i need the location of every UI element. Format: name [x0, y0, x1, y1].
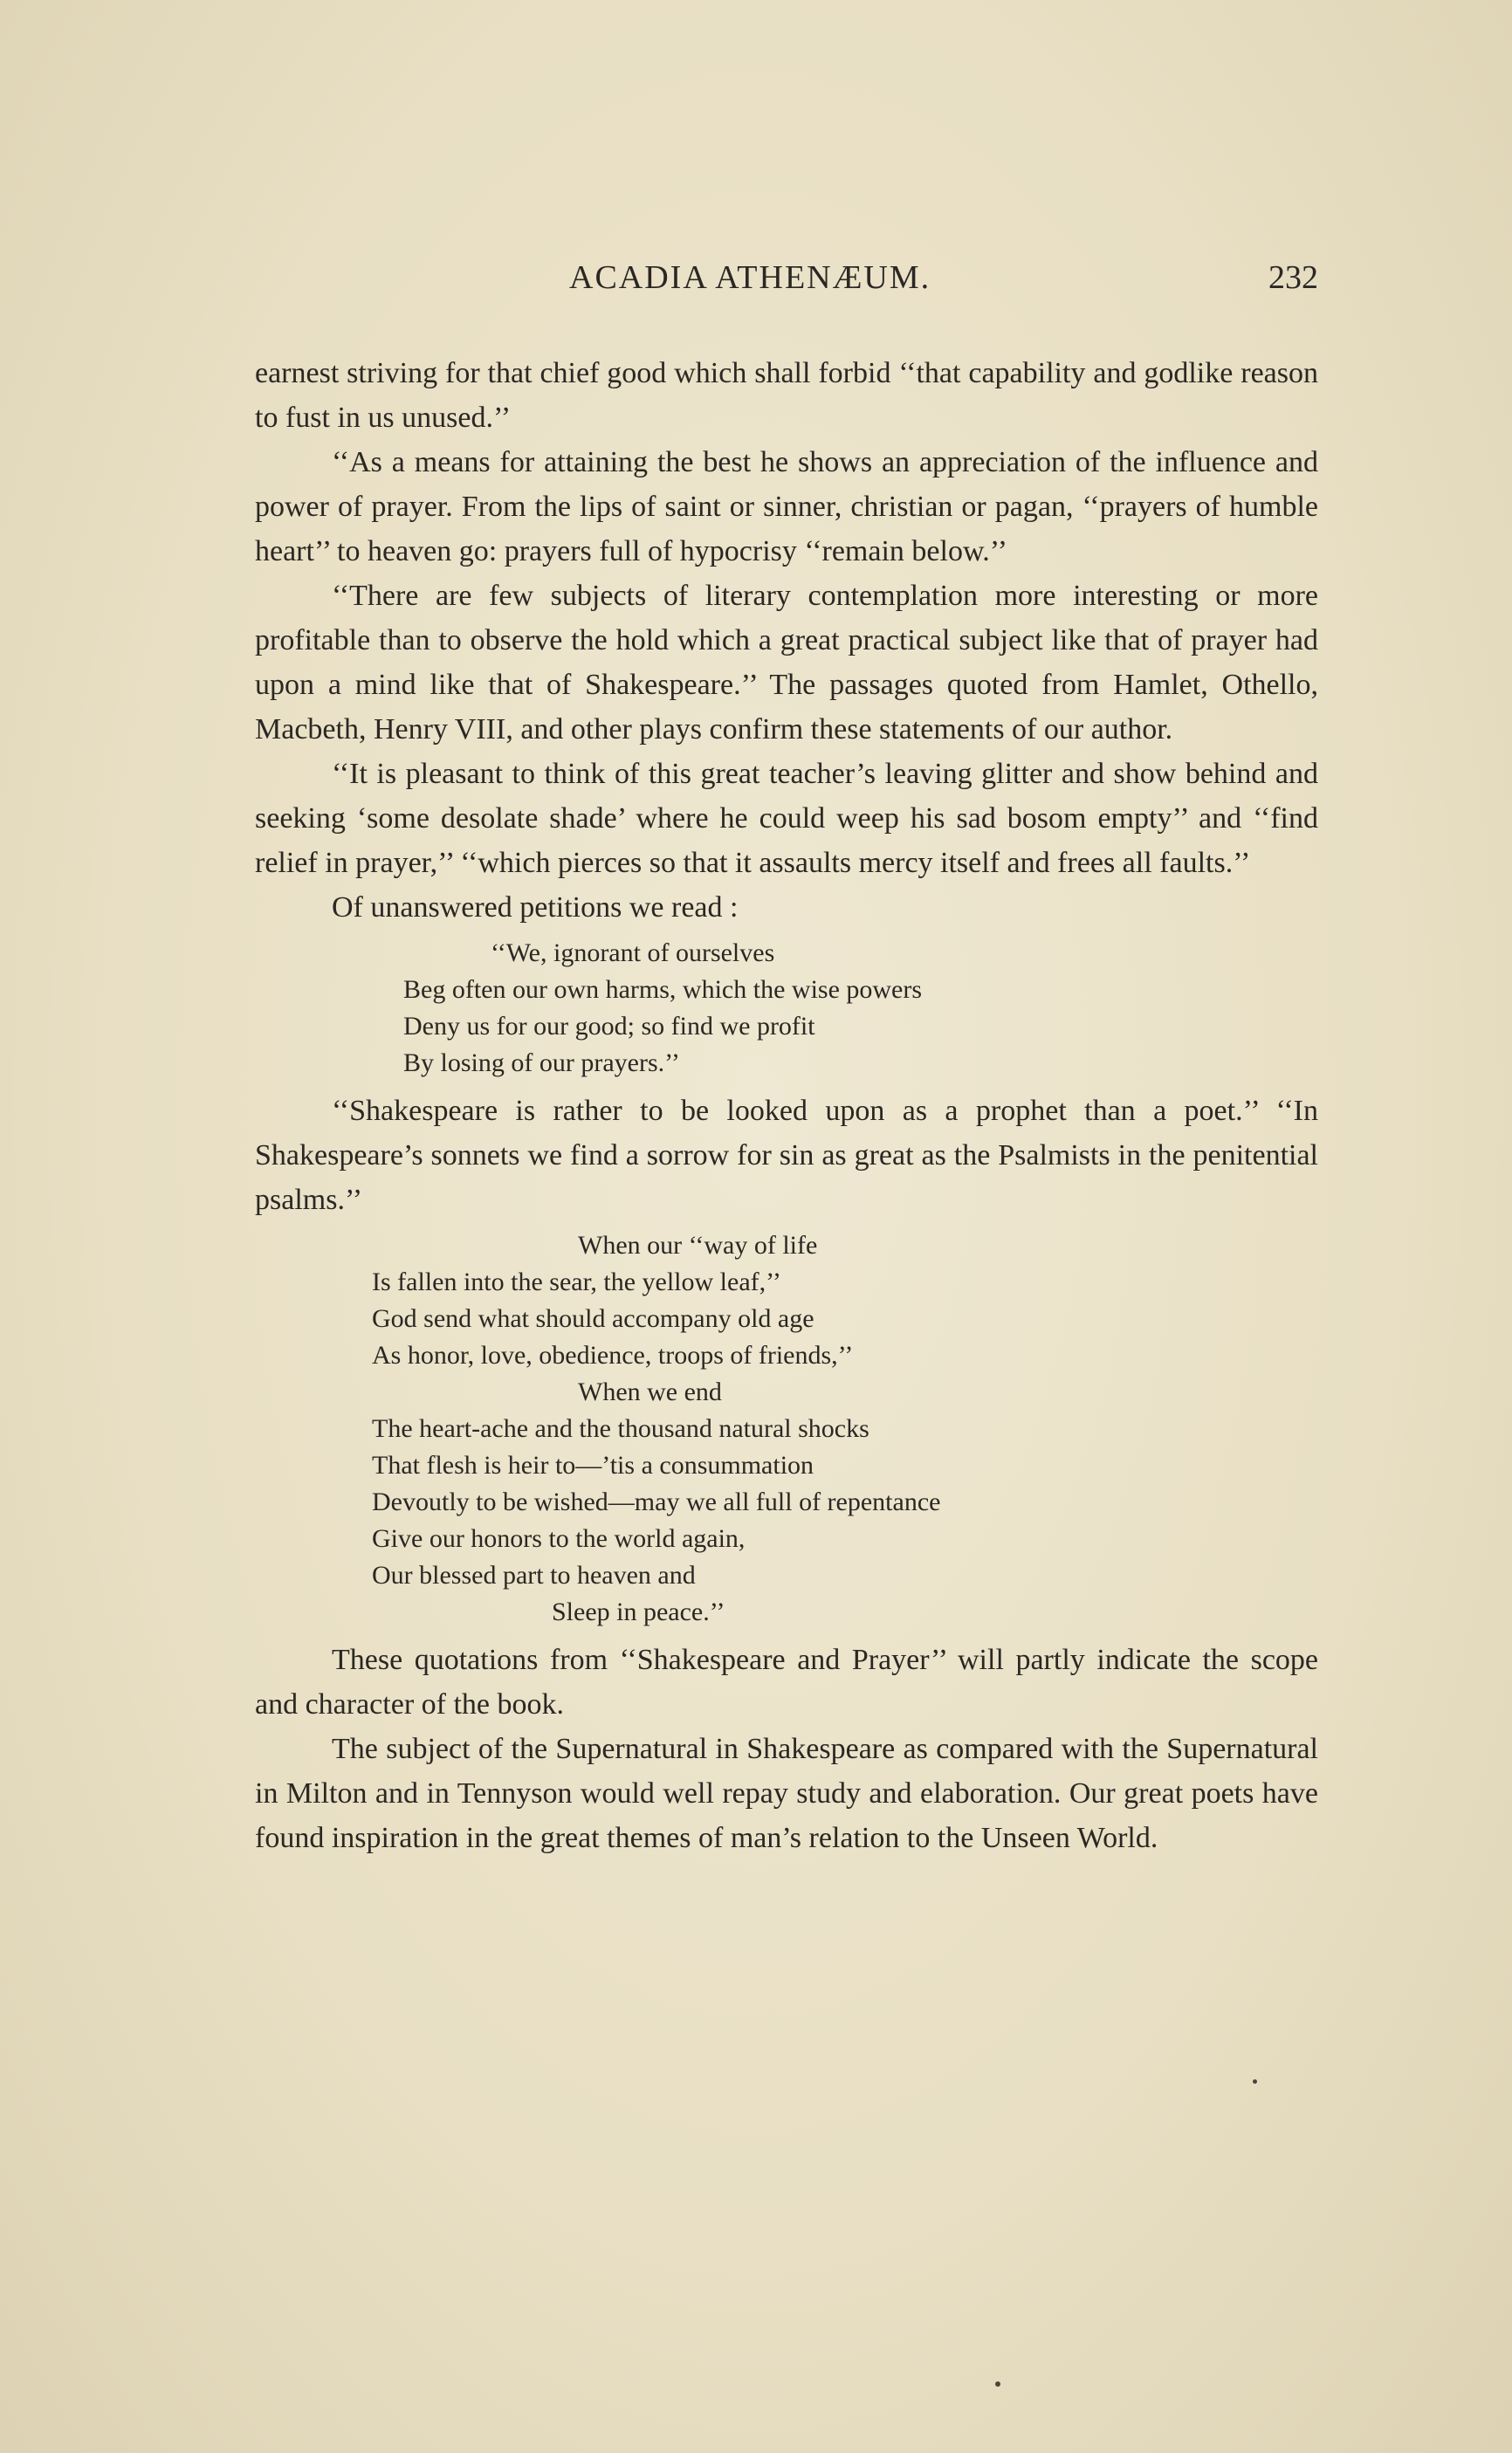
verse-line: Sleep in peace.’’	[552, 1598, 725, 1626]
verse-line: Deny us for our good; so find we profit	[403, 1012, 815, 1041]
verse-line: Beg often our own harms, which the wise powers	[403, 975, 923, 1004]
page-number: 232	[1268, 259, 1318, 296]
quoted-verse	[255, 935, 1318, 1082]
print-speck	[995, 2381, 1000, 2387]
paragraph: ‘‘It is pleasant to think of this great teacher’s leaving glitter and show behind and seeking ‘some desolate shade’ where he could weep his sad bosom empty’’ and ‘‘find relief in prayer,’’ ‘‘which pierces so that it assaults mercy itself and frees all faults.’’	[255, 758, 1318, 879]
verse-line: Devoutly to be wished—may we all full of repentance	[372, 1488, 941, 1516]
verse-line: The heart-ache and the thousand natural shocks	[372, 1414, 869, 1443]
paragraph: The subject of the Supernatural in Shakespeare as compared with the Supernatural in Milton and in Tennyson would well repay study and elaboration. Our great poets have found inspiration in the great themes of man’s relation to the Unseen World.	[255, 1733, 1318, 1854]
verse-line: Is fallen into the sear, the yellow leaf,’’	[372, 1268, 781, 1296]
verse-line: God send what should accompany old age	[372, 1304, 814, 1333]
paragraph: ‘‘As a means for attaining the best he shows an appreciation of the influence and power of prayer. From the lips of saint or sinner, christian or pagan, ‘‘prayers of humble heart’’ to heaven go: prayers full of hypocrisy ‘‘remain below.’’	[255, 446, 1318, 567]
paragraph: These quotations from ‘‘Shakespeare and Prayer’’ will partly indicate the scope and character of the book.	[255, 1644, 1318, 1721]
page-header	[255, 258, 1318, 302]
verse-line: That flesh is heir to—’tis a consummation	[372, 1451, 814, 1480]
verse-line: By losing of our prayers.’’	[403, 1048, 680, 1077]
verse-line: When we end	[578, 1378, 722, 1406]
verse-line: As honor, love, obedience, troops of friends,’’	[372, 1341, 854, 1370]
article-body	[255, 351, 1318, 1860]
print-speck	[1253, 2079, 1257, 2084]
verse-line: Give our honors to the world again,	[372, 1524, 746, 1553]
running-title: ACADIA ATHENÆUM.	[569, 259, 931, 296]
paragraph: ‘‘There are few subjects of literary contemplation more interesting or more profitable than to observe the hold which a great practical subject like that of prayer had upon a mind like that of Shakespeare.’’ The passages quoted from Hamlet, Othello, Macbeth, Henry VIII, and other plays confirm these statements of our author.	[255, 580, 1318, 746]
paragraph: ‘‘Shakespeare is rather to be looked upon as a prophet than a poet.’’ ‘‘In Shakespeare’s sonnets we find a sorrow for sin as great as the Psalmists in the penitential psalms.’’	[255, 1095, 1318, 1216]
verse-line: ‘‘We, ignorant of ourselves	[491, 938, 775, 967]
paragraph: earnest striving for that chief good which shall forbid ‘‘that capability and godlike reason to fust in us unused.’’	[255, 357, 1318, 434]
verse-line: Our blessed part to heaven and	[372, 1561, 696, 1590]
verse-line: When our ‘‘way of life	[578, 1231, 818, 1260]
quoted-verse	[255, 1227, 1318, 1631]
paragraph: Of unanswered petitions we read :	[332, 891, 739, 924]
